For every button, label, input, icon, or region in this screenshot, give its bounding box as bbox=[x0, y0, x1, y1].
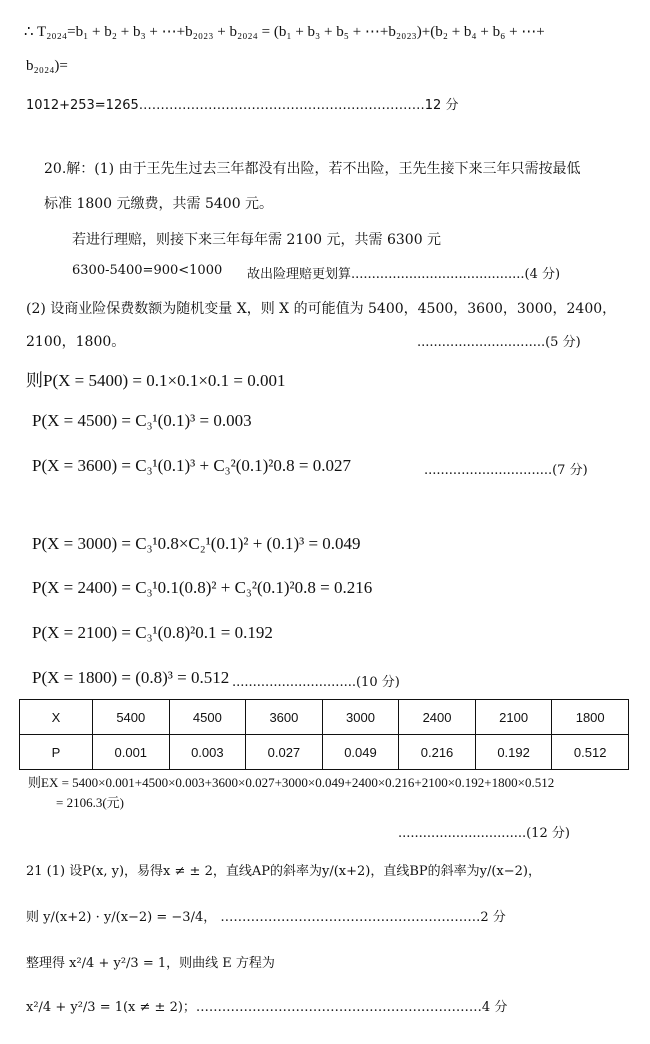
q20-conclusion: 故出险理赔更划算..........................................(4 分) bbox=[247, 267, 561, 282]
distribution-table bbox=[19, 699, 629, 770]
table-cell-x: 3600 bbox=[246, 700, 323, 735]
prob-1800: P(X = 1800) = (0.8)³ = 0.512 bbox=[32, 668, 230, 687]
expectation-score: ...............................(12 分) bbox=[398, 826, 570, 841]
prob-5400: 则P(X = 5400) = 0.1×0.1×0.1 = 0.001 bbox=[26, 371, 286, 390]
table-cell-x: 5400 bbox=[93, 700, 170, 735]
prob-2400: P(X = 2400) = C₃¹0.1(0.8)² + C₃²(0.1)²0.8 = 0.216 bbox=[32, 578, 373, 597]
q20-part1-line3: 若进行理赔，则接下来三年每年需 2100 元，共需 6300 元 bbox=[72, 232, 442, 248]
table-cell-x: 2100 bbox=[475, 700, 552, 735]
table-header-p: P bbox=[20, 735, 93, 770]
q21-line3: 整理得 x²/4 + y²/3 = 1，则曲线 E 方程为 bbox=[26, 956, 275, 971]
table-cell-p: 0.512 bbox=[552, 735, 629, 770]
q20-part1-line1: 20.解：(1) 由于王先生过去三年都没有出险，若不出险，王先生接下来三年只需按最低 bbox=[44, 161, 581, 177]
table-row-p bbox=[20, 735, 629, 770]
expectation-line1: 则EX = 5400×0.001+4500×0.003+3600×0.027+3000×0.049+2400×0.216+2100×0.192+1800×0.512 bbox=[28, 775, 555, 790]
t2024-sum-line-cont: b₂₀₂₄)= bbox=[26, 58, 68, 74]
q20-part2-score: ...............................(5 分) bbox=[417, 335, 581, 350]
t2024-sum-line: ∴ T₂₀₂₄=b₁ + b₂ + b₃ + ⋯+b₂₀₂₃ + b₂₀₂₄ = (b₁ + b₃ + b₅ + ⋯+b₂₀₂₃)+(b₂ + b₄ + b₆ + ⋯+ bbox=[24, 24, 545, 40]
q21-line2: 则 y/(x+2) · y/(x−2) = −3/4， ……………………………………………………2 分 bbox=[26, 910, 506, 925]
table-cell-p: 0.192 bbox=[475, 735, 552, 770]
q21-line1: 21 (1) 设P(x, y)，易得x ≠ ± 2，直线AP的斜率为y/(x+2)，直线BP的斜率为y/(x−2)， bbox=[26, 864, 541, 879]
table-cell-x: 4500 bbox=[169, 700, 246, 735]
table-cell-x: 1800 bbox=[552, 700, 629, 735]
table-cell-p: 0.003 bbox=[169, 735, 246, 770]
q20-part2-line1: (2) 设商业险保费数额为随机变量 X，则 X 的可能值为 5400，4500，3600，3000，2400， bbox=[26, 301, 617, 317]
table-cell-x: 3000 bbox=[322, 700, 399, 735]
prob-2100: P(X = 2100) = C₃¹(0.8)²0.1 = 0.192 bbox=[32, 623, 273, 642]
table-cell-p: 0.027 bbox=[246, 735, 323, 770]
expectation-line2: = 2106.3(元) bbox=[56, 795, 124, 810]
q21-line4: x²/4 + y²/3 = 1(x ≠ ± 2)；…………………………………………………………4 分 bbox=[26, 1000, 508, 1015]
prob-3600-score: ...............................(7 分) bbox=[424, 463, 588, 478]
q20-compare: 6300-5400=900<1000 bbox=[72, 263, 223, 278]
table-cell-p: 0.001 bbox=[93, 735, 170, 770]
table-cell-p: 0.216 bbox=[399, 735, 476, 770]
t2024-result: 1012+253=1265…………………………………………………………12 分 bbox=[26, 98, 459, 113]
table-header-x: X bbox=[20, 700, 93, 735]
prob-4500: P(X = 4500) = C₃¹(0.1)³ = 0.003 bbox=[32, 411, 252, 430]
prob-1800-score: ..............................(10 分) bbox=[232, 675, 400, 690]
table-row-x bbox=[20, 700, 629, 735]
prob-3600: P(X = 3600) = C₃¹(0.1)³ + C₃²(0.1)²0.8 = 0.027 bbox=[32, 456, 351, 475]
table-cell-x: 2400 bbox=[399, 700, 476, 735]
prob-3000: P(X = 3000) = C₃¹0.8×C₂¹(0.1)² + (0.1)³ = 0.049 bbox=[32, 534, 361, 553]
q20-part2-line2: 2100，1800。 bbox=[26, 334, 126, 350]
table-cell-p: 0.049 bbox=[322, 735, 399, 770]
q20-part1-line2: 标准 1800 元缴费，共需 5400 元。 bbox=[44, 196, 274, 212]
